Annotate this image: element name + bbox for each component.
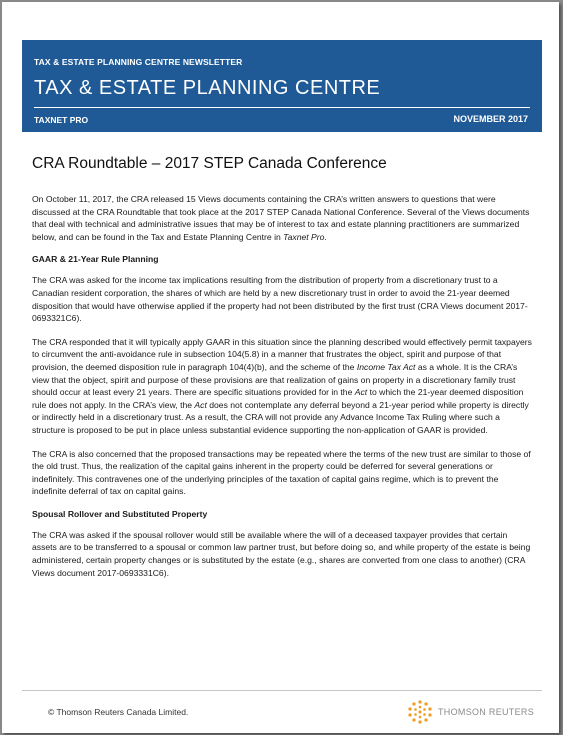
thomson-reuters-logo-icon <box>407 699 433 725</box>
issue-date: NOVEMBER 2017 <box>453 114 528 124</box>
gaar-p2-text-a: The CRA responded that it will typically apply GAAR in this situation since the planning described would effectively permit taxpayers to circumvent the anti-avoidance rule in subsection 104(5.8) in a manner that frustrates the object, spirit and purpose of that provision, the deemed disposition rule in paragraph 104(4)(b), and the scheme of the <box>32 336 532 372</box>
section-heading-spousal-rollover: Spousal Rollover and Substituted Property <box>32 508 208 519</box>
gaar-paragraph-1: The CRA was asked for the income tax implications resulting from the distribution of property from a discretionary trust to a Canadian resident corporation, the shares of which are held by a new discretionary trust in order to avoid the 21-year deemed disposition that would have otherwise applied if the property had not been distributed by the first trust (CRA Views document 2017-0693321C6). <box>32 275 528 324</box>
gaar-p2-italic-1: Income Tax Act <box>356 361 416 372</box>
thomson-reuters-logo <box>407 699 534 725</box>
article-title: CRA Roundtable – 2017 STEP Canada Conference <box>32 155 387 172</box>
newsletter-banner <box>22 40 542 132</box>
gaar-p2-text-c: to which the 21-year deemed disposition rule does not apply. In the CRA’s view, the <box>32 387 524 410</box>
thomson-reuters-logo-text: THOMSON REUTERS <box>438 707 535 717</box>
copyright-text: © Thomson Reuters Canada Limited. <box>48 707 189 717</box>
gaar-p2-italic-2: Act <box>354 387 368 398</box>
banner-divider <box>34 107 530 108</box>
article-content <box>32 155 534 590</box>
newsletter-kicker: TAX & ESTATE PLANNING CENTRE NEWSLETTER <box>34 57 243 67</box>
section-heading-gaar: GAAR & 21-Year Rule Planning <box>32 254 159 265</box>
gaar-p2-text-b: as a whole. It is the CRA’s view that the object, spirit and purpose of these provisions are that realization of gains on property in a discretionary family trust should occur at least every 21 years. There are specific situations provided for in the <box>32 361 518 398</box>
gaar-p2-text-d: does not contemplate any deferral beyond a 21-year period while property is directly or indirectly held in a discretionary trust. As a result, the CRA will not provide any Advance Income Tax Ruling where such a structure is proposed to be put in place unless substantial evidence supporting the non-application of GAAR is provided. <box>32 399 529 435</box>
gaar-paragraph-2 <box>32 336 534 437</box>
intro-paragraph <box>32 193 534 243</box>
intro-italic: Taxnet Pro <box>283 231 325 242</box>
footer-divider <box>22 690 542 691</box>
newsletter-title: TAX & ESTATE PLANNING CENTRE <box>34 77 381 99</box>
gaar-p2-italic-3: Act <box>194 399 207 410</box>
gaar-paragraph-3: The CRA is also concerned that the proposed transactions may be repeated where the terms of the new trust are similar to those of the old trust. Thus, the realization of the capital gains inherent in the property could be deferred for several generations or indefinitely. This contravenes one of the underlying principles of the taxation of capital gains regime, which is to prevent the indefinite deferral of tax on capital gains. <box>32 448 531 497</box>
brand-label: TAXNET PRO <box>34 115 89 125</box>
intro-text: On October 11, 2017, the CRA released 15 Views documents containing the CRA’s written answers to questions that were discussed at the CRA Roundtable that took place at the 2017 STEP Canada National Conference. Several of the Views documents that deal with technical and administrative issues that may be of interest to tax and estate planning practitioners are summarized below, and can be found in the Tax and Estate Planning Centre in <box>32 194 530 242</box>
intro-end: . <box>324 231 327 242</box>
spousal-paragraph-1: The CRA was asked if the spousal rollover would still be available where the will of a deceased taxpayer provides that certain assets are to be transferred to a spousal or common law partner trust, but before doing so, and while property of the estate is being administered, certain property changes or is substituted by the estate (e.g., shares are converted from one class to another) (CRA Views document 2017-0693331C6). <box>32 529 531 578</box>
newsletter-page <box>2 2 559 733</box>
